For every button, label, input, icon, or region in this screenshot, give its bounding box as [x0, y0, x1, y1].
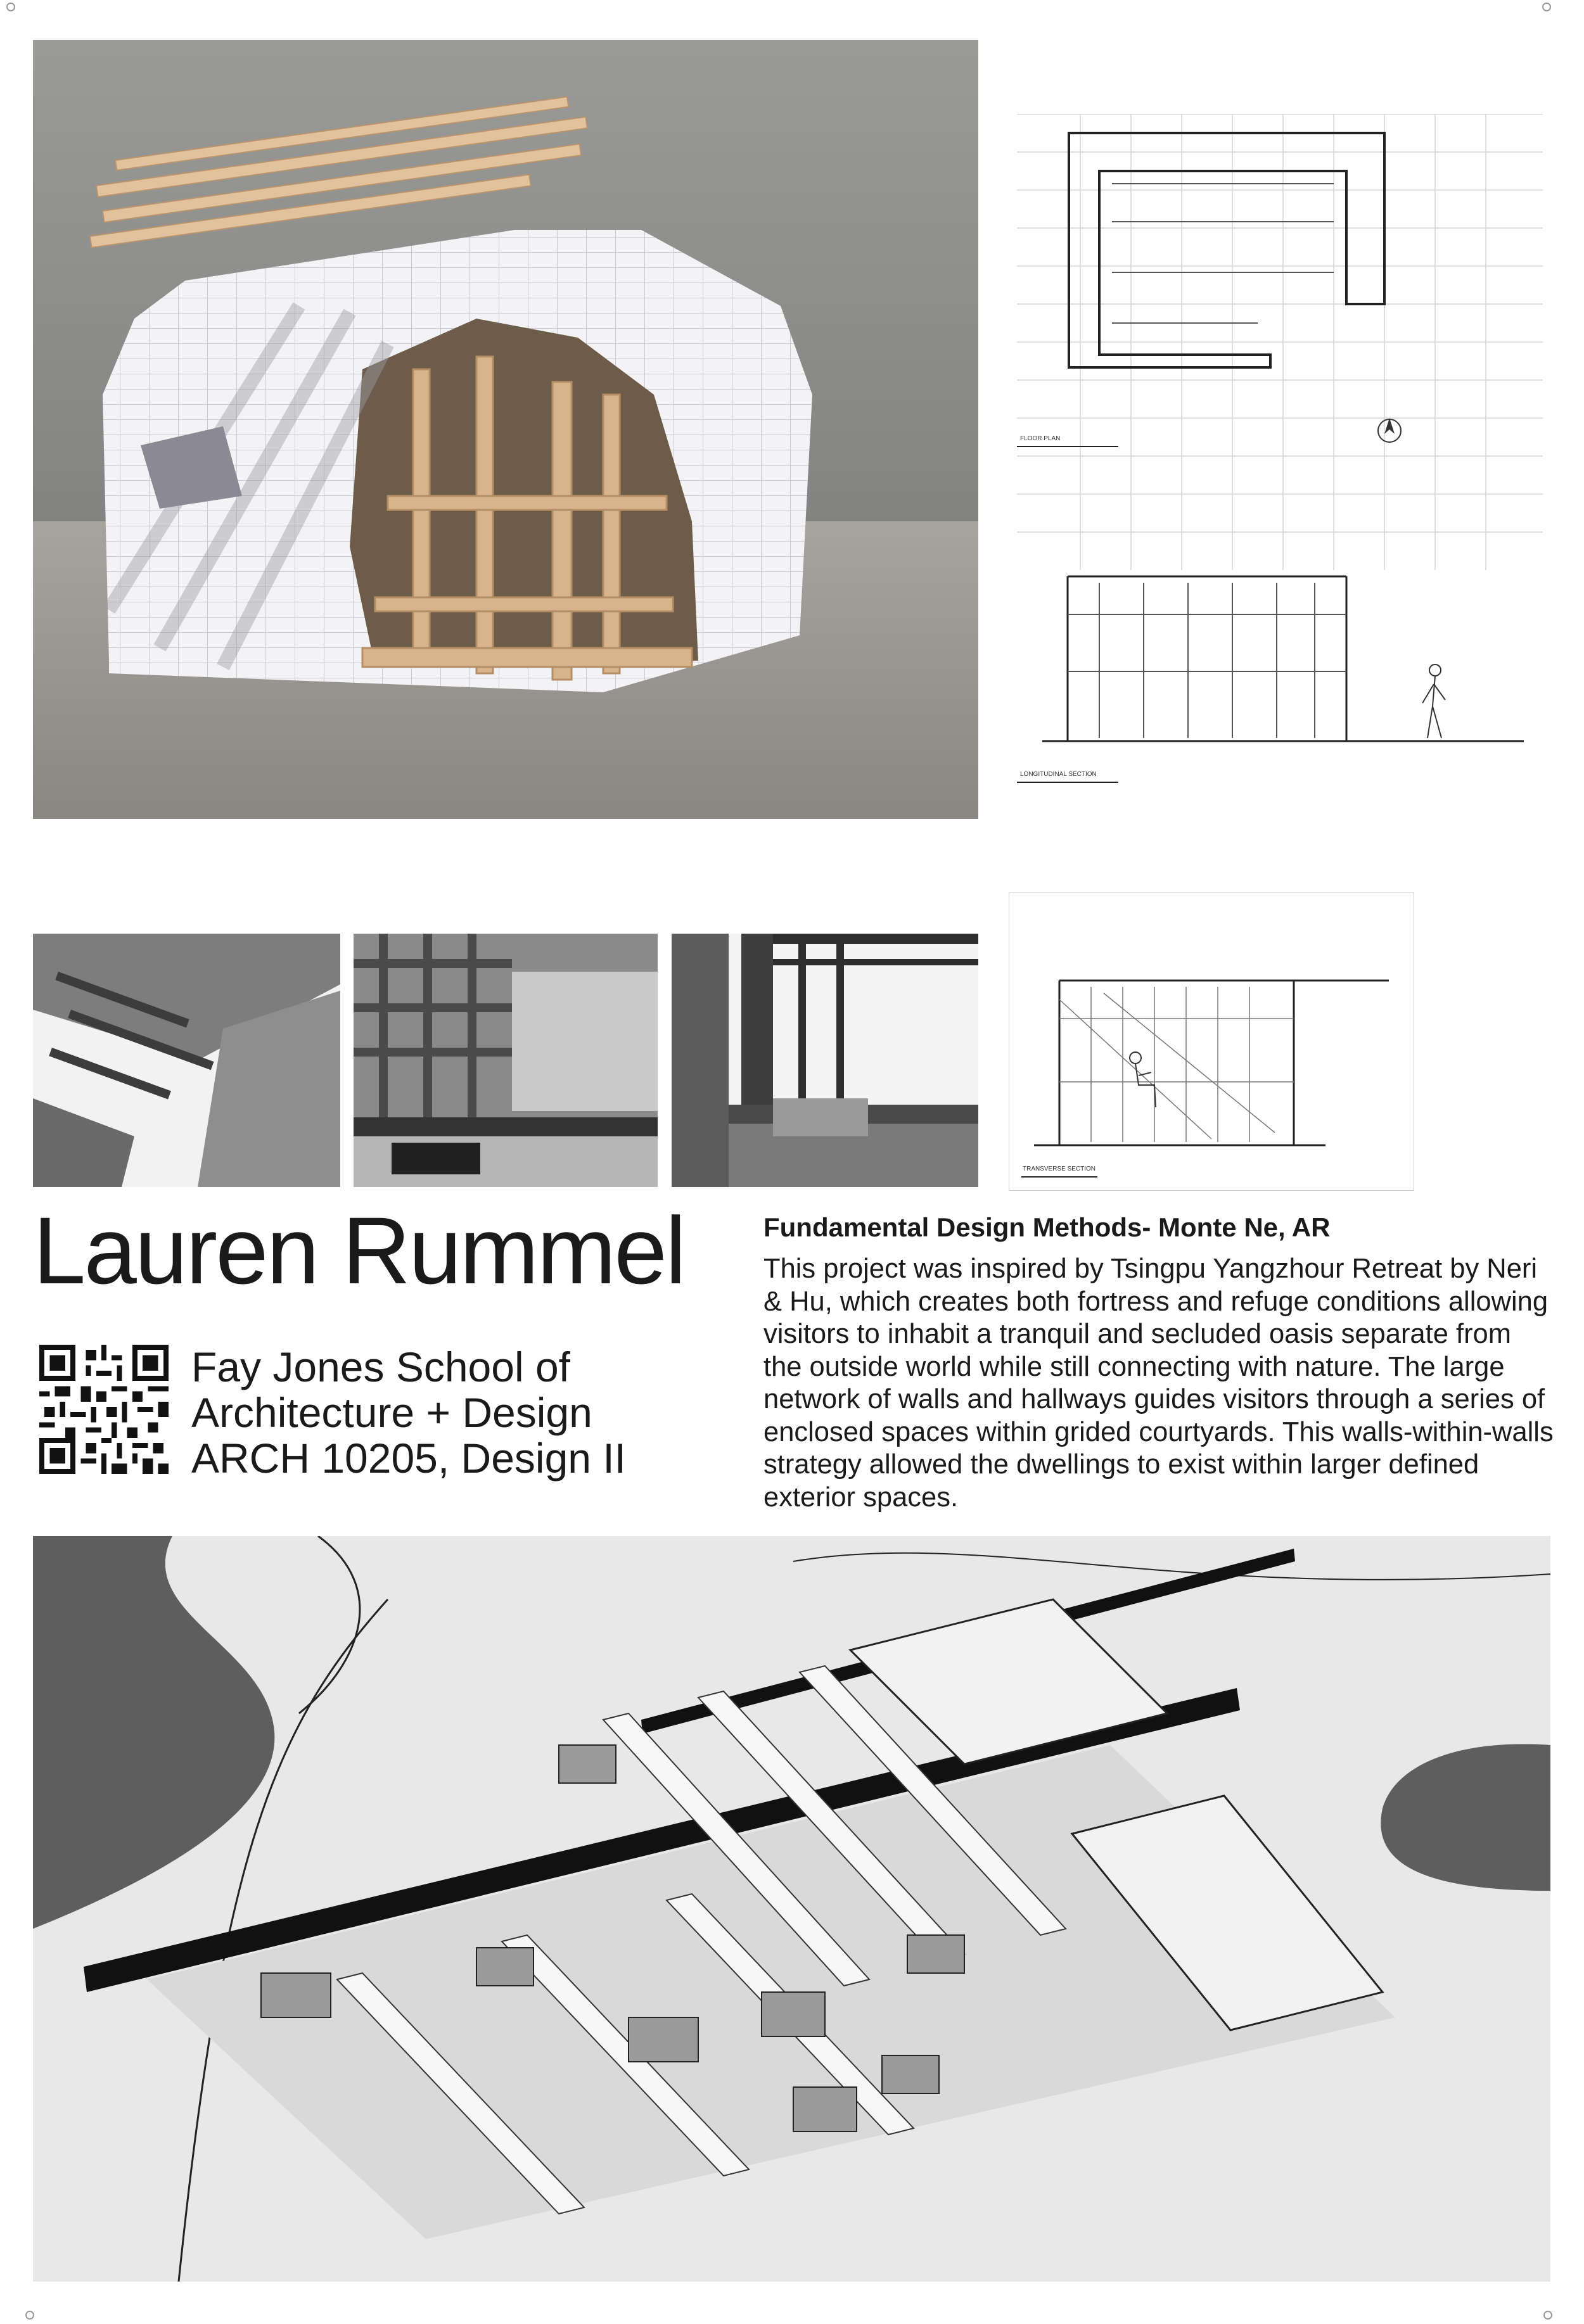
- project-description: This project was inspired by Tsingpu Yangzhour Retreat by Neri & Hu, which creates both fortress and refuge conditions allowing visitors to inhabit a tranquil and secluded oasis separate from the outside world while still connecting with nature. The large network of walls and hallways guides visitors through a series of enclosed spaces within grided courtyards. This walls-within-walls strategy allowed the dwellings to exist within larger defined exterior spaces.: [763, 1254, 1554, 1513]
- north-arrow-icon: [1378, 418, 1401, 442]
- interior-vignette-2: [354, 934, 658, 1187]
- registration-mark-bottom-right: [1543, 2311, 1552, 2320]
- project-title: Fundamental Design Methods- Monte Ne, AR: [763, 1212, 1331, 1242]
- human-scale-figure-icon: [1422, 664, 1445, 738]
- transverse-section-label: TRANSVERSE SECTION: [1023, 1165, 1096, 1172]
- registration-mark-top-left: [6, 3, 15, 11]
- floor-plan-label: FLOOR PLAN: [1020, 435, 1061, 442]
- course-line: ARCH 10205, Design II: [191, 1435, 627, 1482]
- school-info: [191, 1344, 626, 1481]
- registration-mark-bottom-left: [25, 2311, 34, 2320]
- transverse-section-drawing: [1009, 892, 1414, 1191]
- school-line-2: Architecture + Design: [191, 1389, 592, 1436]
- qr-code-icon: [39, 1345, 169, 1474]
- longitudinal-section-label: LONGITUDINAL SECTION: [1020, 771, 1097, 778]
- interior-vignette-3: [672, 934, 978, 1187]
- model-photo: [33, 40, 978, 819]
- registration-mark-top-right: [1542, 3, 1551, 11]
- school-line-1: Fay Jones School of: [191, 1343, 570, 1390]
- interior-vignette-1: [33, 934, 340, 1187]
- site-axonometric: [33, 1536, 1550, 2282]
- plan-and-section-drawing: [1017, 114, 1543, 785]
- author-name: Lauren Rummel: [33, 1197, 685, 1304]
